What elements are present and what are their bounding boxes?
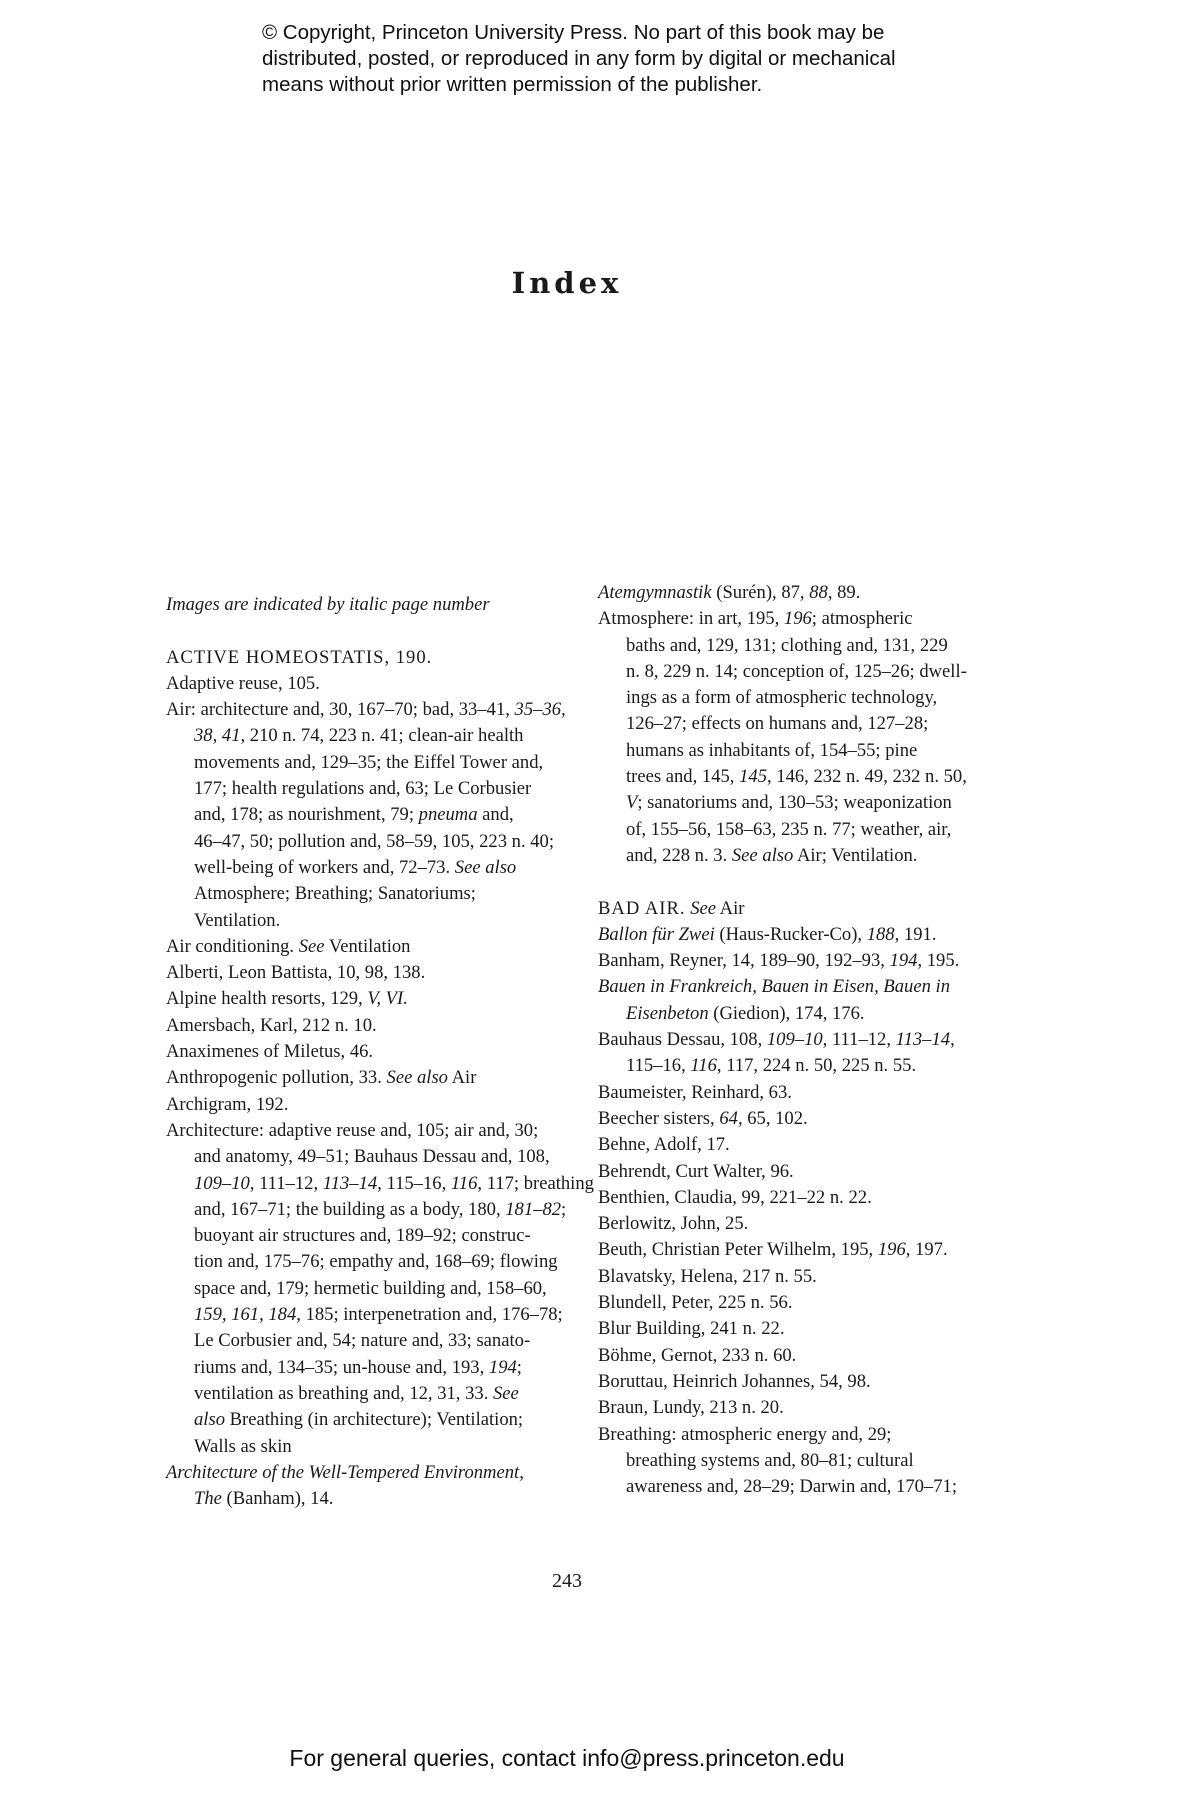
entry-line — [166, 1486, 586, 1512]
entry-italic: 116 — [690, 1055, 717, 1077]
entry-line — [598, 1448, 1018, 1474]
entry-line — [598, 764, 1018, 790]
entry-text: Air: architecture and, 30, 167–70; bad, 33–41, — [166, 699, 515, 721]
entry-italic: See also — [386, 1067, 448, 1089]
entry-text: and anatomy, 49–51; Bauhaus Dessau and, 108, — [194, 1146, 550, 1168]
entry-text: Blur Building, 241 n. 22. — [598, 1318, 785, 1340]
index-entry — [166, 697, 586, 934]
entry-text: , 195. — [917, 950, 960, 972]
entry-text: and, 178; as nourishment, 79; — [194, 804, 419, 826]
entry-line — [166, 1118, 586, 1144]
entry-line — [166, 1355, 586, 1381]
entry-text: ; — [516, 1356, 522, 1378]
entry-line — [166, 1407, 586, 1433]
entry-line — [166, 1197, 586, 1223]
entry-line — [166, 960, 586, 986]
entry-text: , 146, 232 n. 49, 232 n. 50, — [766, 766, 967, 788]
entry-text: baths and, 129, 131; clothing and, 131, 229 — [626, 634, 948, 656]
entry-line — [166, 1434, 586, 1460]
entry-text: 210 n. 74, 223 n. 41; clean-air health — [245, 725, 524, 747]
entry-line — [166, 1460, 586, 1486]
entry-line — [598, 711, 1018, 737]
entry-line — [598, 633, 1018, 659]
entry-text: (Banham), 14. — [221, 1488, 334, 1510]
index-entry — [598, 1132, 1018, 1158]
entry-line — [166, 1039, 586, 1065]
spacer — [166, 618, 586, 644]
entry-text: Boruttau, Heinrich Johannes, 54, 98. — [598, 1370, 871, 1392]
entry-text: Breathing: atmospheric energy and, 29; — [598, 1423, 892, 1445]
entry-text: tion and, 175–76; empathy and, 168–69; flowing — [194, 1251, 558, 1273]
entry-line — [598, 1132, 1018, 1158]
entry-line — [166, 908, 586, 934]
index-entry — [166, 986, 586, 1012]
entry-text: Architecture: adaptive reuse and, 105; air and, 30; — [166, 1119, 539, 1141]
entry-text: trees and, 145, — [626, 766, 740, 788]
copyright-line: distributed, posted, or reproduced in any form by digital or mechanical — [262, 47, 896, 70]
entry-text: , 185; interpenetration and, 176–78; — [296, 1304, 563, 1326]
entry-text: Breathing (in architecture); Ventilation; — [225, 1409, 524, 1431]
entry-text: Benthien, Claudia, 99, 221–22 n. 22. — [598, 1186, 872, 1208]
index-entry — [598, 1290, 1018, 1316]
entry-italic: 116 — [450, 1172, 478, 1194]
entry-text: of, 155–56, 158–63, 235 n. 77; weather, air, — [626, 818, 952, 840]
entry-text: Ventilation. — [194, 909, 281, 931]
entry-text: riums and, 134–35; un-house and, 193, — [194, 1356, 489, 1378]
entry-line — [598, 1053, 1018, 1079]
page-title: Index — [511, 266, 623, 300]
index-entry — [598, 1211, 1018, 1237]
entry-line — [166, 1276, 586, 1302]
entry-line — [166, 1249, 586, 1275]
entry-italic: Atemgymnastik — [598, 582, 712, 603]
index-column-right — [598, 580, 1018, 1500]
index-entry — [166, 1039, 586, 1065]
entry-line — [598, 1080, 1018, 1106]
copyright-line: means without prior written permission of the publisher. — [262, 73, 763, 96]
entry-italic: also — [194, 1409, 225, 1431]
entry-line — [598, 1290, 1018, 1316]
index-entry — [166, 1013, 586, 1039]
index-entry — [598, 948, 1018, 974]
entry-text: and, 167–71; the building as a body, 180, — [194, 1198, 506, 1220]
entry-text: Behrendt, Curt Walter, 96. — [598, 1160, 794, 1182]
entry-text: Anaximenes of Miletus, 46. — [166, 1041, 374, 1063]
spacer — [598, 869, 1018, 895]
entry-text: space and, 179; hermetic building and, 158–60, — [194, 1277, 547, 1299]
entry-line — [166, 1171, 594, 1197]
entry-line — [166, 1144, 586, 1170]
entry-line — [166, 645, 586, 671]
entry-text: Walls as skin — [194, 1435, 292, 1457]
entry-text: Amersbach, Karl, 212 n. 10. — [166, 1014, 377, 1036]
entry-line — [166, 881, 586, 907]
entry-italic: 145 — [739, 766, 767, 788]
entry-line — [166, 723, 586, 749]
entry-text: Beecher sisters, — [598, 1107, 720, 1129]
entry-italic: See — [298, 935, 325, 957]
entry-text: , 111–12, — [822, 1029, 896, 1051]
entry-line — [166, 986, 586, 1012]
entry-text: Bauhaus Dessau, 108, — [598, 1029, 767, 1051]
entry-text: Blavatsky, Helena, 217 n. 55. — [598, 1265, 817, 1287]
index-entry — [166, 1118, 594, 1460]
entry-text: ACTIVE HOMEOSTATIS, 190. — [166, 646, 433, 668]
entry-text: , — [950, 1029, 955, 1051]
entry-line — [598, 1369, 1018, 1395]
index-entry — [598, 1422, 1018, 1501]
index-entry — [598, 1237, 1018, 1263]
index-entry — [598, 922, 1018, 948]
entry-text: Air; Ventilation. — [793, 844, 918, 866]
entry-italic: 194 — [889, 950, 918, 972]
index-entry — [166, 934, 586, 960]
entry-line — [598, 1027, 1018, 1053]
entry-line — [598, 948, 1018, 974]
entry-line — [166, 1013, 586, 1039]
entry-italic: 38, 41, — [194, 725, 246, 747]
entry-italic: 196 — [783, 608, 812, 630]
entry-line — [598, 1343, 1018, 1369]
entry-text: Air — [716, 897, 745, 919]
entry-text: Atmosphere: in art, 195, — [598, 608, 784, 630]
entry-italic: 113–14 — [895, 1029, 951, 1051]
entry-text: humans as inhabitants of, 154–55; pine — [626, 739, 918, 761]
entry-text: Air — [447, 1067, 477, 1089]
index-entry — [166, 671, 586, 697]
entry-italic: The — [194, 1488, 222, 1510]
entry-text: Alpine health resorts, 129, — [166, 988, 368, 1010]
entry-line — [166, 1092, 586, 1118]
entry-line — [598, 1264, 1018, 1290]
entry-text: , 111–12, — [249, 1172, 323, 1194]
entry-italic: 109–10 — [194, 1172, 250, 1194]
entry-line — [166, 1328, 586, 1354]
entry-line — [598, 685, 1018, 711]
entry-line — [598, 843, 1018, 869]
entry-line — [598, 922, 1018, 948]
entry-italic: See also — [731, 844, 794, 866]
entry-text: Anthropogenic pollution, 33. — [166, 1067, 387, 1089]
entry-text: ; — [561, 1198, 567, 1220]
entry-line — [166, 1381, 586, 1407]
index-entry — [598, 896, 1018, 922]
entry-text: Braun, Lundy, 213 n. 20. — [598, 1397, 784, 1419]
entry-text: , 197. — [905, 1239, 948, 1261]
entry-italic: 159, 161, 184 — [194, 1304, 297, 1326]
entry-line — [166, 697, 586, 723]
entry-text: movements and, 129–35; the Eiffel Tower and, — [194, 751, 544, 773]
entry-italic: Eisenbeton — [626, 1002, 709, 1024]
index-entry — [598, 1264, 1018, 1290]
entry-italic: V — [626, 792, 638, 814]
italic-note: Images are indicated by italic page number — [166, 594, 490, 615]
entry-text: Böhme, Gernot, 233 n. 60. — [598, 1344, 797, 1366]
entry-text: Banham, Reyner, 14, 189–90, 192–93, — [598, 950, 890, 972]
entry-text: n. 8, 229 n. 14; conception of, 125–26; dwell- — [626, 660, 967, 682]
index-entry — [598, 1080, 1018, 1106]
entry-line — [598, 659, 1018, 685]
entry-text: BAD AIR. — [598, 897, 686, 919]
entry-line — [598, 1211, 1018, 1237]
entry-text: , 89. — [827, 582, 861, 603]
index-column-left — [166, 592, 594, 1512]
entry-text: 115–16, — [626, 1055, 691, 1077]
footer-contact: For general queries, contact info@press.princeton.edu — [289, 1745, 845, 1771]
index-entry — [598, 1159, 1018, 1185]
entry-text: Air conditioning. — [166, 935, 299, 957]
entry-text: , 117, 224 n. 50, 225 n. 55. — [716, 1055, 917, 1077]
index-entry — [598, 580, 1018, 606]
entry-line — [166, 671, 586, 697]
entry-line — [166, 1223, 586, 1249]
entry-italic: 64 — [719, 1107, 738, 1129]
entry-text: awareness and, 28–29; Darwin and, 170–71; — [626, 1476, 957, 1498]
entry-italic: See — [685, 897, 717, 919]
entry-text: ; atmospheric — [811, 608, 913, 630]
entry-italic: V, VI. — [367, 988, 408, 1010]
entry-line — [166, 802, 586, 828]
entry-text: (Haus-Rucker-Co), — [714, 923, 867, 945]
index-entry — [598, 1316, 1018, 1342]
entry-text: (Giedion), 174, 176. — [708, 1002, 865, 1024]
entry-italic: pneuma — [418, 804, 478, 826]
entry-text: Ventilation — [324, 935, 411, 957]
index-entry — [598, 1395, 1018, 1421]
index-entry — [598, 606, 1018, 869]
index-entry — [598, 1343, 1018, 1369]
entry-line — [598, 738, 1018, 764]
entry-line — [166, 829, 586, 855]
entry-text: breathing systems and, 80–81; cultural — [626, 1449, 914, 1471]
entry-line — [166, 1065, 586, 1091]
entry-italic: 88 — [809, 582, 828, 603]
entry-text: , 115–16, — [377, 1172, 451, 1194]
entry-text: 177; health regulations and, 63; Le Corbusier — [194, 778, 532, 800]
entry-line — [598, 790, 1018, 816]
entry-line — [598, 1316, 1018, 1342]
entry-text: Adaptive reuse, 105. — [166, 672, 320, 694]
entry-line — [166, 776, 586, 802]
index-entry — [166, 645, 586, 671]
entry-italic: See — [493, 1382, 519, 1404]
entry-italic: Ballon für Zwei — [598, 923, 715, 945]
entry-italic: Bauen in Frankreich, Bauen in Eisen, Bauen in — [598, 976, 950, 998]
entry-italic: 113–14 — [322, 1172, 378, 1194]
index-entry — [598, 1027, 1018, 1080]
index-entry — [166, 960, 586, 986]
entry-italic: 188 — [866, 923, 895, 945]
index-entry — [166, 1065, 586, 1091]
entry-line — [166, 934, 586, 960]
index-entry — [598, 1369, 1018, 1395]
entry-text: Baumeister, Reinhard, 63. — [598, 1081, 792, 1103]
entry-line — [598, 974, 1018, 1000]
entry-text: and, — [477, 804, 514, 826]
entry-text: , 117; breathing — [477, 1172, 594, 1194]
entry-text: 46–47, 50; pollution and, 58–59, 105, 223 n. 40; — [194, 830, 554, 852]
index-entry — [598, 1185, 1018, 1211]
entry-text: ; sanatoriums and, 130–53; weaponization — [637, 792, 952, 814]
entry-text: buoyant air structures and, 189–92; construc- — [194, 1225, 531, 1247]
entry-line — [166, 750, 586, 776]
entry-text: ings as a form of atmospheric technology, — [626, 687, 938, 709]
entry-text: , 191. — [894, 923, 937, 945]
entry-italic: 35–36, — [514, 699, 566, 721]
entry-text: Alberti, Leon Battista, 10, 98, 138. — [166, 962, 426, 984]
entry-line — [598, 1185, 1018, 1211]
entry-text: (Surén), 87, — [711, 582, 810, 603]
copyright-line: © Copyright, Princeton University Press. No part of this book may be — [262, 21, 885, 44]
entry-line — [598, 817, 1018, 843]
entry-text: , 65, 102. — [737, 1107, 808, 1129]
entry-italic: See also — [454, 856, 517, 878]
entry-line — [598, 1237, 1018, 1263]
entry-line — [598, 1395, 1018, 1421]
entry-text: Atmosphere; Breathing; Sanatoriums; — [194, 883, 476, 905]
index-entry — [166, 1460, 586, 1513]
index-entry — [166, 1092, 586, 1118]
entry-text: Behne, Adolf, 17. — [598, 1134, 730, 1156]
entry-text: Berlowitz, John, 25. — [598, 1213, 749, 1235]
entry-italic: 196 — [877, 1239, 906, 1261]
entry-line — [598, 1474, 1018, 1500]
entry-line — [166, 855, 586, 881]
entry-text: Le Corbusier and, 54; nature and, 33; sanato- — [194, 1330, 531, 1352]
copyright-notice — [262, 20, 962, 98]
entry-text: well-being of workers and, 72–73. — [194, 856, 455, 878]
entry-italic: 109–10 — [766, 1029, 823, 1051]
entry-text: Archigram, 192. — [166, 1093, 289, 1115]
entry-text: ventilation as breathing and, 12, 31, 33. — [194, 1382, 493, 1404]
entry-line — [598, 580, 1018, 606]
page-number: 243 — [552, 1570, 582, 1592]
entry-text: Beuth, Christian Peter Wilhelm, 195, — [598, 1239, 878, 1261]
entry-line — [598, 1159, 1018, 1185]
entry-line — [598, 1422, 1018, 1448]
entry-line — [598, 1106, 1018, 1132]
entry-text: Blundell, Peter, 225 n. 56. — [598, 1292, 793, 1314]
entry-text: 126–27; effects on humans and, 127–28; — [626, 713, 929, 735]
index-entry — [598, 974, 1018, 1027]
entry-text: and, 228 n. 3. — [626, 844, 732, 866]
entry-italic: 181–82 — [505, 1198, 562, 1220]
entry-line — [598, 896, 1018, 922]
entry-line — [166, 1302, 586, 1328]
index-entry — [598, 1106, 1018, 1132]
entry-italic: Architecture of the Well-Tempered Environment, — [166, 1461, 524, 1483]
entry-line — [598, 606, 1018, 632]
entry-line — [598, 1001, 1018, 1027]
entry-italic: 194 — [488, 1356, 517, 1378]
